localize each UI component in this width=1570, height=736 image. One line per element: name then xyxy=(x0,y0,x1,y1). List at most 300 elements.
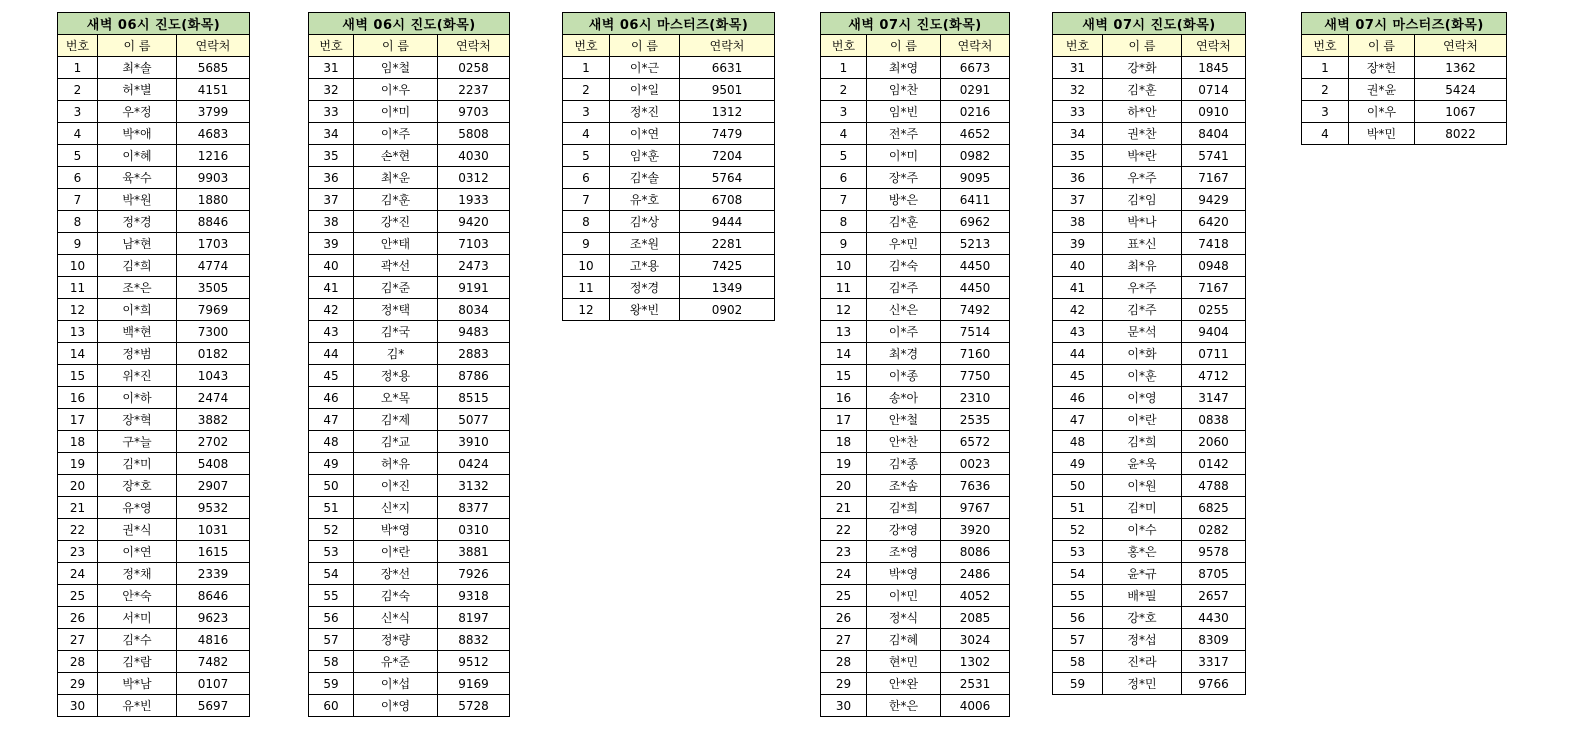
table-row xyxy=(1053,277,1246,299)
row-number: 31 xyxy=(309,57,354,79)
row-number: 19 xyxy=(58,453,98,475)
row-number: 13 xyxy=(821,321,867,343)
table-row xyxy=(1053,365,1246,387)
contact-digits: 6708 xyxy=(680,189,775,211)
roster-table-0700-masters xyxy=(1301,12,1507,145)
table-row xyxy=(1053,189,1246,211)
column-header-name: 이 름 xyxy=(1349,35,1415,57)
row-number: 30 xyxy=(821,695,867,717)
table-title: 새벽 06시 마스터즈(화목) xyxy=(563,13,775,35)
row-number: 23 xyxy=(58,541,98,563)
contact-digits: 7969 xyxy=(177,299,250,321)
row-number: 39 xyxy=(309,233,354,255)
row-number: 22 xyxy=(58,519,98,541)
row-number: 21 xyxy=(821,497,867,519)
contact-digits: 5697 xyxy=(177,695,250,717)
row-number: 44 xyxy=(309,343,354,365)
member-name: 최*영 xyxy=(867,57,941,79)
member-name: 이*희 xyxy=(98,299,177,321)
contact-digits: 1302 xyxy=(941,651,1010,673)
contact-digits: 9404 xyxy=(1182,321,1246,343)
row-number: 38 xyxy=(309,211,354,233)
row-number: 43 xyxy=(1053,321,1103,343)
column-header-row xyxy=(58,35,250,57)
row-number: 3 xyxy=(58,101,98,123)
table-row xyxy=(309,211,510,233)
contact-digits: 3881 xyxy=(438,541,510,563)
table-row xyxy=(563,167,775,189)
contact-digits: 2657 xyxy=(1182,585,1246,607)
roster-table-0600-b xyxy=(308,12,510,717)
member-name: 김*상 xyxy=(610,211,680,233)
member-name: 김*미 xyxy=(1103,497,1182,519)
row-number: 57 xyxy=(309,629,354,651)
table-row xyxy=(309,101,510,123)
member-name: 이*종 xyxy=(867,365,941,387)
table-row xyxy=(563,277,775,299)
table-row xyxy=(821,585,1010,607)
member-name: 강*화 xyxy=(1103,57,1182,79)
row-number: 8 xyxy=(821,211,867,233)
contact-digits: 2883 xyxy=(438,343,510,365)
member-name: 김* xyxy=(354,343,438,365)
table-row xyxy=(821,211,1010,233)
table-row xyxy=(821,299,1010,321)
table-row xyxy=(1053,343,1246,365)
table-row xyxy=(563,123,775,145)
member-name: 이*원 xyxy=(1103,475,1182,497)
table-row xyxy=(1053,387,1246,409)
member-name: 이*미 xyxy=(867,145,941,167)
member-name: 현*민 xyxy=(867,651,941,673)
member-name: 정*경 xyxy=(610,277,680,299)
table-row xyxy=(58,255,250,277)
table-row xyxy=(1053,167,1246,189)
member-name: 하*안 xyxy=(1103,101,1182,123)
column-header-name: 이 름 xyxy=(1103,35,1182,57)
table-row xyxy=(1053,211,1246,233)
row-number: 49 xyxy=(309,453,354,475)
roster-table-0700-b xyxy=(1052,12,1246,695)
table-row xyxy=(58,79,250,101)
contact-digits: 6572 xyxy=(941,431,1010,453)
contact-digits: 5764 xyxy=(680,167,775,189)
member-name: 우*민 xyxy=(867,233,941,255)
member-name: 조*솜 xyxy=(867,475,941,497)
table-title: 새벽 07시 마스터즈(화목) xyxy=(1302,13,1507,35)
row-number: 11 xyxy=(821,277,867,299)
row-number: 10 xyxy=(58,255,98,277)
row-number: 20 xyxy=(821,475,867,497)
row-number: 48 xyxy=(1053,431,1103,453)
contact-digits: 7425 xyxy=(680,255,775,277)
member-name: 김*임 xyxy=(1103,189,1182,211)
column-header-contact: 연락처 xyxy=(1182,35,1246,57)
row-number: 50 xyxy=(1053,475,1103,497)
member-name: 홍*은 xyxy=(1103,541,1182,563)
contact-digits: 0711 xyxy=(1182,343,1246,365)
table-row xyxy=(309,475,510,497)
row-number: 38 xyxy=(1053,211,1103,233)
column-header-row xyxy=(1302,35,1507,57)
row-number: 29 xyxy=(58,673,98,695)
row-number: 35 xyxy=(1053,145,1103,167)
contact-digits: 9501 xyxy=(680,79,775,101)
contact-digits: 1845 xyxy=(1182,57,1246,79)
table-row xyxy=(58,695,250,717)
contact-digits: 6631 xyxy=(680,57,775,79)
table-row xyxy=(1053,497,1246,519)
row-number: 11 xyxy=(58,277,98,299)
row-number: 59 xyxy=(309,673,354,695)
row-number: 27 xyxy=(821,629,867,651)
contact-digits: 4652 xyxy=(941,123,1010,145)
member-name: 정*채 xyxy=(98,563,177,585)
row-number: 22 xyxy=(821,519,867,541)
table-row xyxy=(563,57,775,79)
member-name: 김*희 xyxy=(98,255,177,277)
table-row xyxy=(1302,57,1507,79)
table-row xyxy=(821,167,1010,189)
contact-digits: 0216 xyxy=(941,101,1010,123)
member-name: 김*훈 xyxy=(867,211,941,233)
member-name: 안*찬 xyxy=(867,431,941,453)
column-header-row xyxy=(563,35,775,57)
table-title: 새벽 06시 진도(화목) xyxy=(58,13,250,35)
table-row xyxy=(821,431,1010,453)
member-name: 표*신 xyxy=(1103,233,1182,255)
member-name: 이*영 xyxy=(354,695,438,717)
contact-digits: 8515 xyxy=(438,387,510,409)
member-name: 신*은 xyxy=(867,299,941,321)
row-number: 55 xyxy=(1053,585,1103,607)
row-number: 36 xyxy=(1053,167,1103,189)
table-row xyxy=(821,343,1010,365)
contact-digits: 8309 xyxy=(1182,629,1246,651)
contact-digits: 2085 xyxy=(941,607,1010,629)
contact-digits: 8646 xyxy=(177,585,250,607)
table-row xyxy=(1053,585,1246,607)
row-number: 12 xyxy=(563,299,610,321)
member-name: 이*주 xyxy=(354,123,438,145)
table-row xyxy=(1053,651,1246,673)
row-number: 6 xyxy=(563,167,610,189)
member-name: 이*연 xyxy=(610,123,680,145)
contact-digits: 9444 xyxy=(680,211,775,233)
row-number: 37 xyxy=(1053,189,1103,211)
row-number: 34 xyxy=(309,123,354,145)
member-name: 허*별 xyxy=(98,79,177,101)
member-name: 방*은 xyxy=(867,189,941,211)
table-row xyxy=(58,497,250,519)
table-row xyxy=(821,475,1010,497)
row-number: 16 xyxy=(58,387,98,409)
member-name: 배*필 xyxy=(1103,585,1182,607)
table-row xyxy=(1053,57,1246,79)
column-header-contact: 연락처 xyxy=(438,35,510,57)
contact-digits: 2907 xyxy=(177,475,250,497)
table-row xyxy=(821,497,1010,519)
row-number: 2 xyxy=(1302,79,1349,101)
contact-digits: 2702 xyxy=(177,431,250,453)
contact-digits: 9483 xyxy=(438,321,510,343)
contact-digits: 4052 xyxy=(941,585,1010,607)
row-number: 9 xyxy=(58,233,98,255)
table-row xyxy=(1053,299,1246,321)
member-name: 김*훈 xyxy=(354,189,438,211)
row-number: 25 xyxy=(58,585,98,607)
contact-digits: 0182 xyxy=(177,343,250,365)
member-name: 정*민 xyxy=(1103,673,1182,695)
row-number: 34 xyxy=(1053,123,1103,145)
table-row xyxy=(821,409,1010,431)
contact-digits: 2310 xyxy=(941,387,1010,409)
table-row xyxy=(1053,145,1246,167)
table-row xyxy=(563,255,775,277)
row-number: 4 xyxy=(563,123,610,145)
row-number: 5 xyxy=(58,145,98,167)
row-number: 15 xyxy=(821,365,867,387)
member-name: 정*진 xyxy=(610,101,680,123)
row-number: 4 xyxy=(1302,123,1349,145)
table-row xyxy=(1302,79,1507,101)
member-name: 박*영 xyxy=(354,519,438,541)
member-name: 김*혜 xyxy=(867,629,941,651)
contact-digits: 4816 xyxy=(177,629,250,651)
row-number: 14 xyxy=(821,343,867,365)
member-name: 이*섭 xyxy=(354,673,438,695)
contact-digits: 1362 xyxy=(1415,57,1507,79)
row-number: 5 xyxy=(563,145,610,167)
member-name: 유*준 xyxy=(354,651,438,673)
row-number: 10 xyxy=(821,255,867,277)
column-header-contact: 연락처 xyxy=(1415,35,1507,57)
member-name: 임*빈 xyxy=(867,101,941,123)
contact-digits: 3132 xyxy=(438,475,510,497)
contact-digits: 0310 xyxy=(438,519,510,541)
member-name: 장*헌 xyxy=(1349,57,1415,79)
row-number: 48 xyxy=(309,431,354,453)
row-number: 1 xyxy=(821,57,867,79)
contact-digits: 8197 xyxy=(438,607,510,629)
row-number: 32 xyxy=(1053,79,1103,101)
member-name: 임*찬 xyxy=(867,79,941,101)
member-name: 최*운 xyxy=(354,167,438,189)
table-title: 새벽 07시 진도(화목) xyxy=(1053,13,1246,35)
member-name: 임*철 xyxy=(354,57,438,79)
row-number: 40 xyxy=(309,255,354,277)
table-row xyxy=(58,101,250,123)
member-name: 김*미 xyxy=(98,453,177,475)
row-number: 57 xyxy=(1053,629,1103,651)
row-number: 16 xyxy=(821,387,867,409)
row-number: 55 xyxy=(309,585,354,607)
member-name: 이*연 xyxy=(98,541,177,563)
row-number: 23 xyxy=(821,541,867,563)
member-name: 김*훈 xyxy=(1103,79,1182,101)
member-name: 김*준 xyxy=(354,277,438,299)
member-name: 송*아 xyxy=(867,387,941,409)
contact-digits: 3882 xyxy=(177,409,250,431)
table-row xyxy=(1053,431,1246,453)
table-title: 새벽 06시 진도(화목) xyxy=(309,13,510,35)
contact-digits: 0902 xyxy=(680,299,775,321)
row-number: 37 xyxy=(309,189,354,211)
member-name: 유*호 xyxy=(610,189,680,211)
row-number: 33 xyxy=(309,101,354,123)
row-number: 2 xyxy=(821,79,867,101)
table-row xyxy=(563,189,775,211)
row-number: 9 xyxy=(821,233,867,255)
row-number: 47 xyxy=(1053,409,1103,431)
table-row xyxy=(563,233,775,255)
member-name: 조*원 xyxy=(610,233,680,255)
row-number: 1 xyxy=(563,57,610,79)
table-row xyxy=(563,299,775,321)
row-number: 31 xyxy=(1053,57,1103,79)
row-number: 46 xyxy=(309,387,354,409)
contact-digits: 0714 xyxy=(1182,79,1246,101)
row-number: 52 xyxy=(309,519,354,541)
row-number: 17 xyxy=(58,409,98,431)
column-header-row xyxy=(1053,35,1246,57)
row-number: 44 xyxy=(1053,343,1103,365)
contact-digits: 9767 xyxy=(941,497,1010,519)
contact-digits: 8377 xyxy=(438,497,510,519)
row-number: 8 xyxy=(563,211,610,233)
member-name: 우*주 xyxy=(1103,277,1182,299)
contact-digits: 1216 xyxy=(177,145,250,167)
table-row xyxy=(58,145,250,167)
table-title-row xyxy=(1302,13,1507,35)
contact-digits: 9578 xyxy=(1182,541,1246,563)
contact-digits: 8022 xyxy=(1415,123,1507,145)
member-name: 허*유 xyxy=(354,453,438,475)
contact-digits: 9903 xyxy=(177,167,250,189)
table-row xyxy=(1053,453,1246,475)
contact-digits: 2531 xyxy=(941,673,1010,695)
member-name: 육*수 xyxy=(98,167,177,189)
table-row xyxy=(309,299,510,321)
table-row xyxy=(309,79,510,101)
table-row xyxy=(58,57,250,79)
row-number: 41 xyxy=(309,277,354,299)
table-row xyxy=(821,321,1010,343)
table-row xyxy=(58,409,250,431)
member-name: 이*주 xyxy=(867,321,941,343)
column-header-contact: 연락처 xyxy=(941,35,1010,57)
row-number: 42 xyxy=(1053,299,1103,321)
contact-digits: 5213 xyxy=(941,233,1010,255)
table-row xyxy=(58,167,250,189)
row-number: 4 xyxy=(58,123,98,145)
table-row xyxy=(821,233,1010,255)
table-row xyxy=(821,651,1010,673)
row-number: 36 xyxy=(309,167,354,189)
table-title-row xyxy=(1053,13,1246,35)
member-name: 장*혁 xyxy=(98,409,177,431)
row-number: 26 xyxy=(821,607,867,629)
row-number: 25 xyxy=(821,585,867,607)
row-number: 29 xyxy=(821,673,867,695)
row-number: 7 xyxy=(58,189,98,211)
contact-digits: 9766 xyxy=(1182,673,1246,695)
row-number: 45 xyxy=(309,365,354,387)
contact-digits: 3910 xyxy=(438,431,510,453)
contact-digits: 7492 xyxy=(941,299,1010,321)
member-name: 정*식 xyxy=(867,607,941,629)
row-number: 18 xyxy=(58,431,98,453)
table-row xyxy=(1053,629,1246,651)
contact-digits: 9512 xyxy=(438,651,510,673)
table-row xyxy=(58,563,250,585)
member-name: 권*윤 xyxy=(1349,79,1415,101)
contact-digits: 7418 xyxy=(1182,233,1246,255)
contact-digits: 1615 xyxy=(177,541,250,563)
roster-table-0600-masters xyxy=(562,12,775,321)
contact-digits: 0282 xyxy=(1182,519,1246,541)
contact-digits: 7204 xyxy=(680,145,775,167)
contact-digits: 0910 xyxy=(1182,101,1246,123)
table-row xyxy=(563,101,775,123)
table-row xyxy=(58,233,250,255)
member-name: 우*주 xyxy=(1103,167,1182,189)
member-name: 박*남 xyxy=(98,673,177,695)
table-title-row xyxy=(563,13,775,35)
member-name: 백*현 xyxy=(98,321,177,343)
row-number: 19 xyxy=(821,453,867,475)
column-header-name: 이 름 xyxy=(610,35,680,57)
row-number: 56 xyxy=(309,607,354,629)
row-number: 27 xyxy=(58,629,98,651)
table-row xyxy=(58,211,250,233)
table-row xyxy=(309,409,510,431)
member-name: 구*늘 xyxy=(98,431,177,453)
row-number: 33 xyxy=(1053,101,1103,123)
table-row xyxy=(563,79,775,101)
contact-digits: 8404 xyxy=(1182,123,1246,145)
contact-digits: 5685 xyxy=(177,57,250,79)
member-name: 김*주 xyxy=(867,277,941,299)
member-name: 이*근 xyxy=(610,57,680,79)
table-row xyxy=(58,431,250,453)
member-name: 최*유 xyxy=(1103,255,1182,277)
member-name: 유*영 xyxy=(98,497,177,519)
row-number: 58 xyxy=(1053,651,1103,673)
member-name: 박*원 xyxy=(98,189,177,211)
contact-digits: 1043 xyxy=(177,365,250,387)
contact-digits: 2281 xyxy=(680,233,775,255)
contact-digits: 2535 xyxy=(941,409,1010,431)
member-name: 유*빈 xyxy=(98,695,177,717)
table-row xyxy=(309,387,510,409)
member-name: 이*란 xyxy=(354,541,438,563)
table-row xyxy=(821,145,1010,167)
row-number: 32 xyxy=(309,79,354,101)
table-row xyxy=(309,57,510,79)
contact-digits: 9703 xyxy=(438,101,510,123)
table-row xyxy=(563,211,775,233)
contact-digits: 4450 xyxy=(941,255,1010,277)
table-row xyxy=(309,629,510,651)
table-row xyxy=(309,321,510,343)
member-name: 김*람 xyxy=(98,651,177,673)
member-name: 권*찬 xyxy=(1103,123,1182,145)
column-header-contact: 연락처 xyxy=(680,35,775,57)
row-number: 46 xyxy=(1053,387,1103,409)
column-header-name: 이 름 xyxy=(98,35,177,57)
member-name: 김*제 xyxy=(354,409,438,431)
